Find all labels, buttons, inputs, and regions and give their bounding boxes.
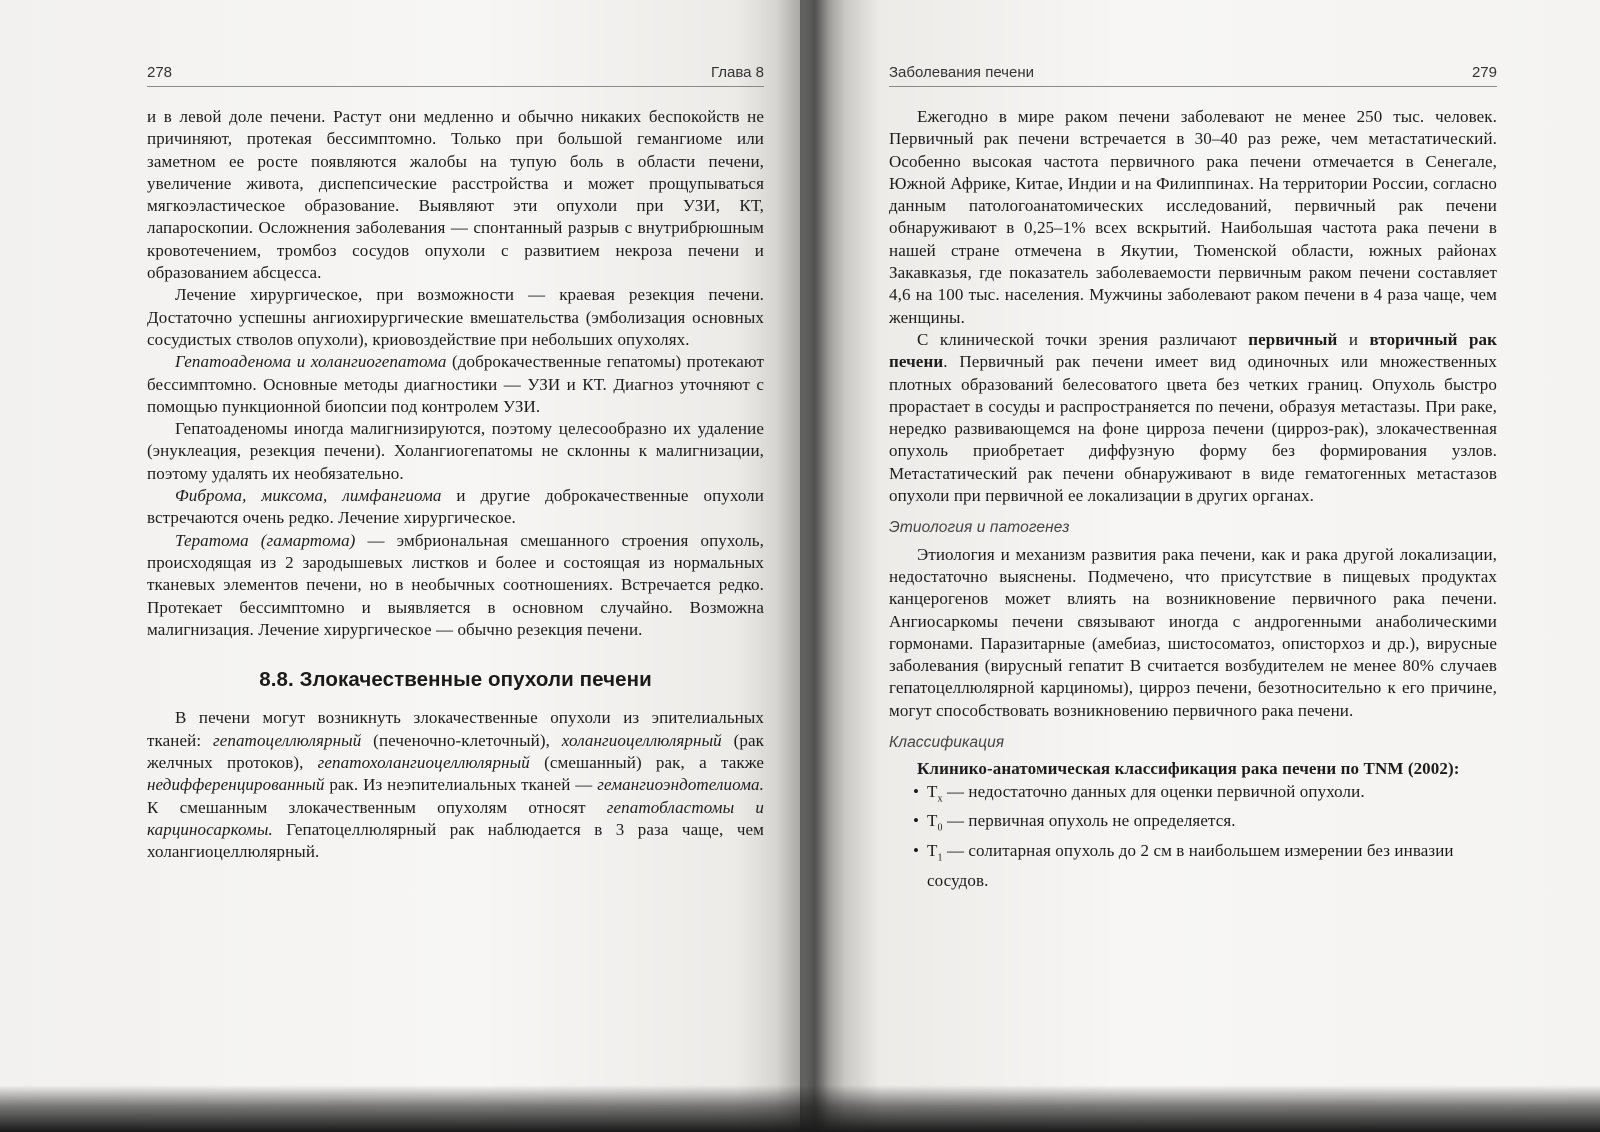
left-running-head: Глава 8 bbox=[710, 64, 764, 81]
paragraph: Гепатоаденомы иногда малигнизируются, поэтому целесообразно их удаление (энуклеация, резекция печени). Холангиогепатомы не склонны к малигнизации, поэтому удалять их необязательно. bbox=[147, 419, 764, 483]
paragraph: Этиология и механизм развития рака печени, как и рака другой локализации, недостаточно выяснены. Подмечено, что присутствие в пищевых продуктах канцерогенов может влиять на возникновение первичного рака печени. Ангиосаркомы печени связывают иногда с андрогенными анаболическими гормонами. Паразитарные (амебиаз, шистосоматоз, описторхоз и др.), вирусные заболевания (вирусный гепатит B считается возбудителем не менее 80% случаев гепатоцеллюлярной карциномы), цирроз печени, безотносительно к его причине, могут способствовать возникновению первичного рака печени. bbox=[889, 544, 1497, 720]
list-item: • $T_1$ — солитарная опухоль до 2 см в наибольшем измерении без инвазии сосудов. bbox=[927, 840, 1497, 892]
paragraph: Тератома (гамартома) — эмбриональная смешанного строения опухоль, происходящая из 2 зародышевых листков и более и состоящая из нормальных тканевых элементов печени, но в необычных соотношениях. Встречается редко. Протекает бессимптомно и выявляется в основном случайно. Возможна малигнизация. Лечение хирургическое — обычно резекция печени. bbox=[147, 530, 764, 639]
paragraph: Гепатоаденома и холангиогепатома (доброкачественные гепатомы) протекают бессимптомно. Основные методы диагностики — УЗИ и КТ. Диагноз уточняют с помощью пункционной биопсии под контролем УЗИ. bbox=[147, 352, 765, 416]
tnm-list bbox=[889, 781, 1497, 892]
left-page-header bbox=[147, 62, 764, 87]
left-page-body bbox=[147, 106, 764, 864]
subheading-classification: Классификация bbox=[889, 734, 1005, 752]
right-running-head: Заболевания печени bbox=[889, 64, 1034, 81]
scan-bottom-shadow bbox=[0, 1085, 1600, 1132]
subheading-etiology: Этиология и патогенез bbox=[889, 519, 1070, 537]
right-page bbox=[800, 0, 1600, 1132]
list-item: • $T_x$ — недостаточно данных для оценки первичной опухоли. bbox=[927, 781, 1497, 811]
right-page-body bbox=[889, 106, 1497, 892]
paragraph: Фиброма, миксома, лимфангиома и другие доброкачественные опухоли встречаются очень редко. Лечение хирургическое. bbox=[147, 486, 764, 528]
paragraph: и в левой доле печени. Растут они медленно и обычно никаких беспокойств не причиняют, протекая бессимптомно. Только при большой гемангиоме или заметном ее росте появляются жалобы на тупую боль в области печени, увеличение живота, диспепсические расстройства и может прощупываться мягкоэластическое образование. Выявляют эти опухоли при УЗИ, КТ, лапароскопии. Осложнения заболевания — спонтанный разрыв с внутрибрюшным кровотечением, тромбоз сосудов опухоли с развитием некроза печени и образованием абсцесса. bbox=[147, 107, 764, 283]
paragraph: С клинической точки зрения различают первичный и вторичный рак печени. Первичный рак печени имеет вид одиночных или множественных плотных образований белесоватого цвета без четких границ. Опухоль быстро прорастает в сосуды и распространяется по печени, образуя метастазы. При раке, нередко развивающемся на фоне цирроза печени (цирроз-рак), злокачественная опухоль приобретает диффузную форму без формирования узлов. Метастатический рак печени обнаруживают в виде гематогенных метастазов опухоли при первичной ее локализации в других органах. bbox=[889, 329, 1497, 506]
left-page-number: 278 bbox=[147, 64, 173, 81]
book-gutter-shadow bbox=[776, 0, 846, 1132]
paragraph: Лечение хирургическое, при возможности — краевая резекция печени. Достаточно успешны ангиохирургические вмешательства (эмболизация основных сосудистых стволов опухоли), криовоздействие при небольших опухолях. bbox=[147, 285, 764, 349]
right-page-header bbox=[889, 62, 1497, 87]
list-item: • $T_0$ — первичная опухоль не определяется. bbox=[927, 810, 1497, 840]
right-page-number: 279 bbox=[1471, 64, 1497, 81]
section-title: 8.8. Злокачественные опухоли печени bbox=[259, 668, 652, 692]
paragraph: В печени могут возникнуть злокачественные опухоли из эпителиальных тканей: гепатоцеллюлярный (печеночно-клеточный), холангиоцеллюлярный (рак желчных протоков), гепатохолангиоцеллюлярный (смешанный) рак, а также недифференцированный рак. Из неэпителиальных тканей — гемангиоэндотелиома. К смешанным злокачественным опухолям относят гепатобластомы и карциносаркомы. Гепатоцеллюлярный рак наблюдается в 3 раза чаще, чем холангиоцеллюлярный. bbox=[147, 708, 764, 862]
classification-title: Клинико-анатомическая классификация рака печени по TNM (2002): bbox=[917, 759, 1460, 779]
paragraph: Ежегодно в мире раком печени заболевают не менее 250 тыс. человек. Первичный рак печени встречается в 30–40 раз реже, чем метастатический. Особенно высокая частота первичного рака печени отмечается в Сенегале, Южной Африке, Китае, Индии и на Филиппинах. На территории России, согласно данным патологоанатомических исследований, первичный рак печени обнаруживают в 0,25–1% всех вскрытий. Наибольшая частота рака печени в нашей стране отмечена в Якутии, Тюменской области, южных районах Закавказья, где показатель заболеваемости первичным раком печени составляет 4,6 на 100 тыс. населения. Мужчины заболевают раком печени в 4 раза чаще, чем женщины. bbox=[889, 107, 1497, 327]
